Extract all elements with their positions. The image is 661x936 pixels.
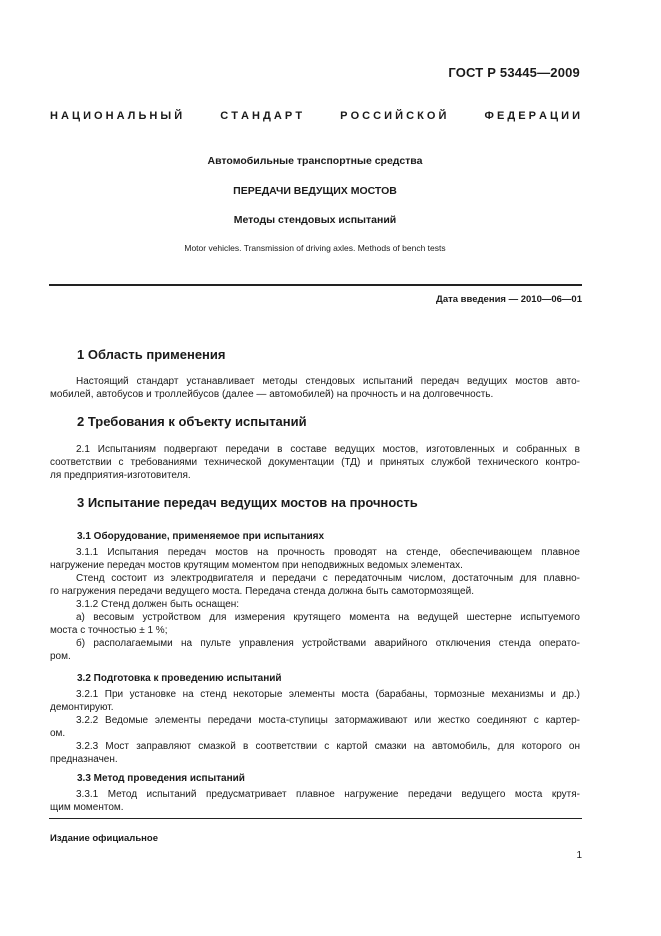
text-line: Настоящий стандарт устанавливает методы стендовых испытаний передач ведущих мостов авто-: [76, 376, 580, 387]
text-line: ля предприятия-изготовителя.: [50, 470, 191, 481]
text-line: ом.: [50, 728, 66, 739]
subsection-3-1-heading: 3.1 Оборудование, применяемое при испытаниях: [77, 531, 325, 542]
text-line: демонтируют.: [50, 702, 114, 713]
text-line: б) располагаемыми на пульте управления устройствами аварийного отключения стенда операто-: [76, 638, 580, 649]
text-line: 3.3.1 Метод испытаний предусматривает плавное нагружение передачи ведущего моста крутя-: [76, 789, 580, 800]
section-2-heading: 2 Требования к объекту испытаний: [77, 414, 307, 429]
text-line: предназначен.: [50, 754, 118, 765]
section-1-heading: 1 Область применения: [77, 347, 226, 362]
section-1-paragraph: [50, 375, 580, 401]
subsection-3-3-body: [50, 788, 580, 814]
subtitle: Методы стендовых испытаний: [233, 214, 397, 226]
text-line: ром.: [50, 651, 71, 662]
top-divider: [49, 284, 582, 286]
text-line: а) весовым устройством для измерения крутящего момента на ведущей шестерне испытуемого: [76, 612, 580, 623]
banner-word-4: Ф Е Д Е Р А Ц И И: [484, 110, 580, 122]
text-line: го нагружения передачи ведущего моста. Передача стенда должна быть самотормозящей.: [50, 586, 474, 597]
banner-word-2: С Т А Н Д А Р Т: [220, 110, 303, 122]
subsection-3-2-body: [50, 688, 580, 766]
text-line: 2.1 Испытаниям подвергают передачи в составе ведущих мостов, изготовленных и собранных в: [76, 444, 580, 455]
subsection-3-1-body: [50, 546, 580, 663]
gost-number: ГОСТ Р 53445—2009: [448, 65, 580, 80]
section-3-heading: 3 Испытание передач ведущих мостов на прочность: [77, 495, 418, 510]
banner-word-1: Н А Ц И О Н А Л Ь Н Ы Й: [50, 110, 183, 122]
text-line: 3.2.1 При установке на стенд некоторые элементы моста (барабаны, тормозные механизмы и др.): [76, 689, 580, 700]
page-number: 1: [576, 850, 582, 861]
text-line: 3.2.3 Мост заправляют смазкой в соответствии с картой смазки на автомобиль, для которого он: [76, 741, 580, 752]
standard-banner: [50, 110, 580, 122]
text-line: щим моментом.: [50, 802, 124, 813]
banner-word-3: Р О С С И Й С К О Й: [340, 110, 447, 122]
text-line: соответствии с требованиями технической документации (ТД) и принятых службой технического контро-: [50, 457, 580, 468]
text-line: 3.1.2 Стенд должен быть оснащен:: [76, 599, 240, 610]
intro-date: Дата введения — 2010—06—01: [436, 294, 582, 305]
text-line: Стенд состоит из электродвигателя и передачи с передаточным числом, достаточным для плавно-: [76, 573, 580, 584]
text-line: нагружение передач мостов крутящим моментом при неподвижных ведомых элементах.: [50, 560, 463, 571]
edition-label: Издание официальное: [50, 833, 158, 844]
text-line: 3.2.2 Ведомые элементы передачи моста-ступицы затормаживают или жестко соединяют с картер-: [76, 715, 580, 726]
main-title: ПЕРЕДАЧИ ВЕДУЩИХ МОСТОВ: [233, 185, 397, 197]
section-2-paragraph: [50, 443, 580, 482]
category-title: Автомобильные транспортные средства: [207, 155, 423, 167]
text-line: мобилей, автобусов и троллейбусов (далее — автомобилей) на прочность и на долговечность.: [50, 389, 494, 400]
english-title: Motor vehicles. Transmission of driving axles. Methods of bench tests: [184, 243, 446, 253]
text-line: моста с точностью ± 1 %;: [50, 625, 168, 636]
bottom-divider: [49, 818, 582, 819]
subsection-3-2-heading: 3.2 Подготовка к проведению испытаний: [77, 673, 282, 684]
text-line: 3.1.1 Испытания передач мостов на прочность проводят на стенде, обеспечивающем плавное: [76, 547, 580, 558]
subsection-3-3-heading: 3.3 Метод проведения испытаний: [77, 773, 245, 784]
